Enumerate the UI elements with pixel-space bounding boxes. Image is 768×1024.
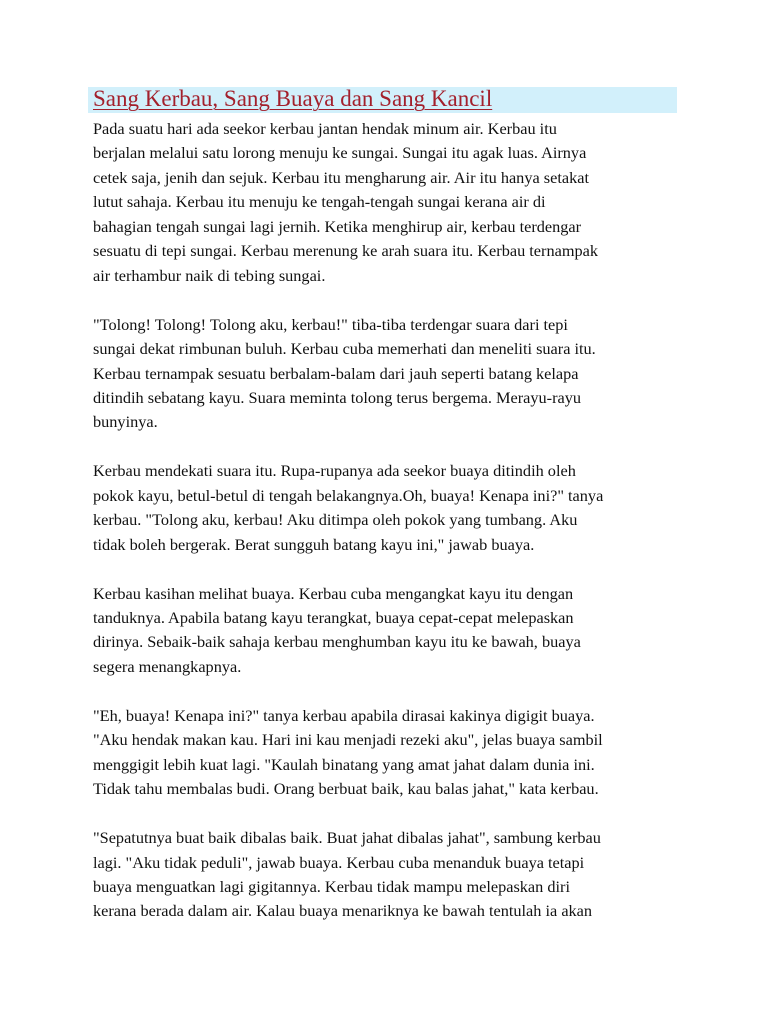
text-line: Tidak tahu membalas budi. Orang berbuat baik, kau balas jahat," kata kerbau. — [93, 779, 599, 799]
text-line: lutut sahaja. Kerbau itu menuju ke tengah-tengah sungai kerana air di — [93, 192, 546, 212]
text-line: bahagian tengah sungai lagi jernih. Ketika menghirup air, kerbau terdengar — [93, 216, 582, 236]
paragraph — [93, 826, 603, 924]
text-line: dirinya. Sebaik-baik sahaja kerbau menghumban kayu itu ke bawah, buaya — [93, 632, 581, 652]
paragraph — [93, 117, 603, 288]
text-line: Kerbau mendekati suara itu. Rupa-rupanya ada seekor buaya ditindih oleh — [93, 461, 576, 481]
text-line: buaya menguatkan lagi gigitannya. Kerbau tidak mampu melepaskan diri — [93, 876, 570, 896]
text-line: bunyinya. — [93, 412, 158, 432]
text-line: segera menangkapnya. — [93, 656, 242, 676]
text-line: kerbau. "Tolong aku, kerbau! Aku ditimpa oleh pokok yang tumbang. Aku — [93, 510, 578, 530]
paragraph — [93, 582, 603, 680]
text-line: air terhambur naik di tebing sungai. — [93, 265, 326, 285]
text-line: "Sepatutnya buat baik dibalas baik. Buat jahat dibalas jahat", sambung kerbau — [93, 828, 601, 848]
document-title: Sang Kerbau, Sang Buaya dan Sang Kancil — [93, 86, 493, 111]
text-line: menggigit lebih kuat lagi. "Kaulah binatang yang amat jahat dalam dunia ini. — [93, 754, 595, 774]
paragraph — [93, 459, 603, 557]
text-line: berjalan melalui satu lorong menuju ke sungai. Sungai itu agak luas. Airnya — [93, 143, 587, 163]
text-line: tanduknya. Apabila batang kayu terangkat, buaya cepat-cepat melepaskan — [93, 608, 574, 628]
text-line: Kerbau ternampak sesuatu berbalam-balam dari jauh seperti batang kelapa — [93, 363, 579, 383]
text-line: kerana berada dalam air. Kalau buaya menariknya ke bawah tentulah ia akan — [93, 901, 593, 921]
text-line: tidak boleh bergerak. Berat sungguh batang kayu ini," jawab buaya. — [93, 534, 535, 554]
text-line: Kerbau kasihan melihat buaya. Kerbau cuba mengangkat kayu itu dengan — [93, 583, 574, 603]
text-line: sesuatu di tepi sungai. Kerbau merenung ke arah suara itu. Kerbau ternampak — [93, 241, 598, 261]
text-line: pokok kayu, betul-betul di tengah belakangnya.Oh, buaya! Kenapa ini?" tanya — [93, 485, 604, 505]
text-line: "Tolong! Tolong! Tolong aku, kerbau!" tiba-tiba terdengar suara dari tepi — [93, 314, 568, 334]
text-line: "Aku hendak makan kau. Hari ini kau menjadi rezeki aku", jelas buaya sambil — [93, 730, 603, 750]
text-line: "Eh, buaya! Kenapa ini?" tanya kerbau apabila dirasai kakinya digigit buaya. — [93, 705, 595, 725]
paragraph — [93, 313, 603, 435]
text-line: sungai dekat rimbunan buluh. Kerbau cuba memerhati dan meneliti suara itu. — [93, 339, 596, 359]
paragraph — [93, 704, 603, 802]
text-line: cetek saja, jenih dan sejuk. Kerbau itu mengharung air. Air itu hanya setakat — [93, 167, 589, 187]
text-line: Pada suatu hari ada seekor kerbau jantan hendak minum air. Kerbau itu — [93, 119, 557, 138]
document-body — [93, 117, 603, 948]
text-line: lagi. "Aku tidak peduli", jawab buaya. Kerbau cuba menanduk buaya tetapi — [93, 852, 585, 872]
text-line: ditindih sebatang kayu. Suara meminta tolong terus bergema. Merayu-rayu — [93, 387, 582, 407]
